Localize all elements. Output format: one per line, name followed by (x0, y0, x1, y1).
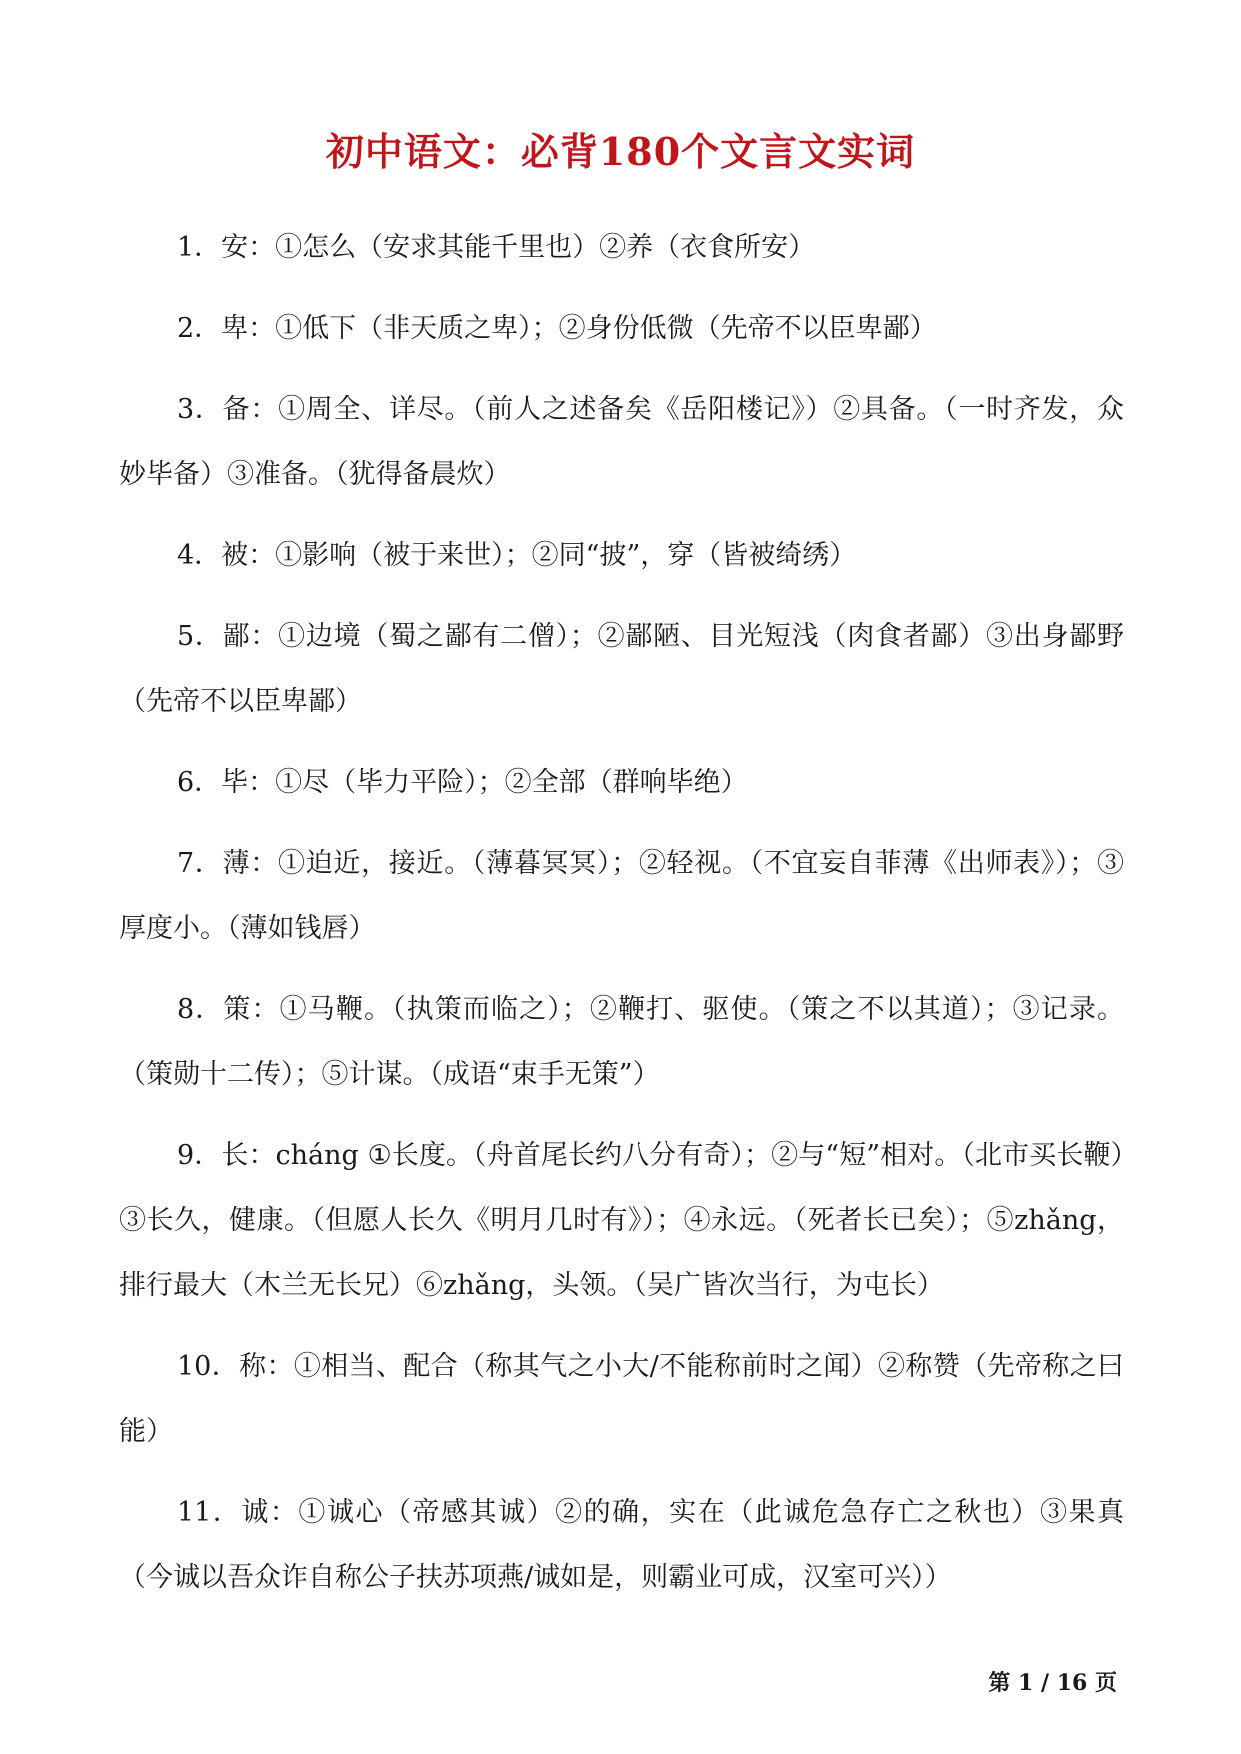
entry-6: 6．毕：①尽（毕力平险）；②全部（群响毕绝） (177, 767, 748, 798)
entry-4: 4．被：①影响（被于来世）；②同“披”，穿（皆被绮绣） (177, 540, 857, 571)
entry-7: 7．薄：①迫近，接近。（薄暮冥冥）；②轻视。（不宜妄自菲薄《出师表》）；③厚度小。（薄如钱唇） (119, 848, 1124, 944)
entry-9: 9．长：cháng ①长度。（舟首尾长约八分有奇）；②与“短”相对。（北市买长鞭）③长久，健康。（但愿人长久《明月几时有》）；④永远。（死者长已矣）；⑤zhǎng，排行最大（木兰无长兄）⑥zhǎng，头领。（吴广皆次当行，为屯长） (119, 1140, 1124, 1301)
entry-list (119, 215, 1124, 1626)
entry-3: 3．备：①周全、详尽。（前人之述备矣《岳阳楼记》）②具备。（一时齐发，众妙毕备）③准备。（犹得备晨炊） (119, 394, 1124, 490)
entry-2: 2．卑：①低下（非天质之卑）；②身份低微（先帝不以臣卑鄙） (177, 313, 937, 344)
entry-10: 10．称：①相当、配合（称其气之小大/不能称前时之闻）②称赞（先帝称之曰能） (119, 1351, 1124, 1447)
entry-5: 5．鄙：①边境（蜀之鄙有二僧）；②鄙陋、目光短浅（肉食者鄙）③出身鄙野（先帝不以臣卑鄙） (119, 621, 1124, 717)
entry-11: 11．诚：①诚心（帝感其诚）②的确，实在（此诚危急存亡之秋也）③果真（今诚以吾众诈自称公子扶苏项燕/诚如是，则霸业可成，汉室可兴）） (119, 1497, 1124, 1593)
document-title: 初中语文：必背180个文言文实词 (325, 129, 916, 174)
page-number: 第 1 / 16 页 (988, 1670, 1117, 1696)
entry-1: 1．安：①怎么（安求其能千里也）②养（衣食所安） (177, 232, 816, 263)
entry-8: 8．策：①马鞭。（执策而临之）；②鞭打、驱使。（策之不以其道）；③记录。（策勋十二传）；⑤计谋。（成语“束手无策”） (119, 994, 1124, 1090)
